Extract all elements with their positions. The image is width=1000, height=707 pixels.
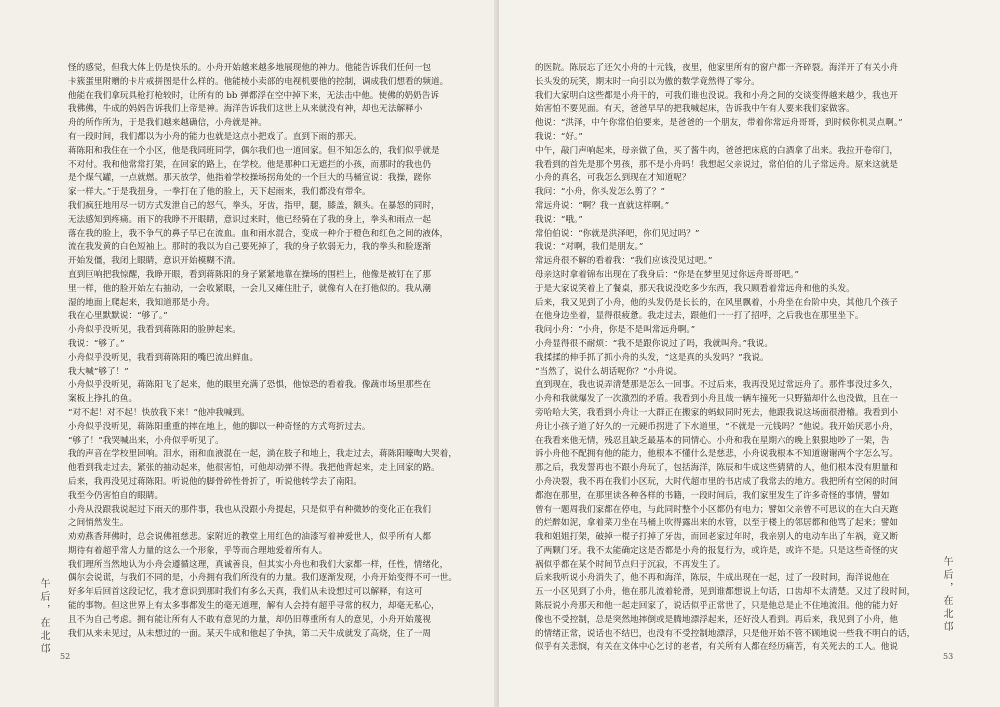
right-running-title: 午后，在北邙 <box>941 556 952 634</box>
text-line: 有一段时间，我们都以为小舟的能力也就是这点小把戏了。直到下雨的那天。 <box>68 131 362 142</box>
text-line: 小舟似乎没听见，蒋陈阳重重的摔在地上，他的脚以一种奇怪的方式弯折过去。 <box>68 421 371 432</box>
text-line: 怪的感觉，但我大体上仍是快乐的。小舟开始越来越多地展现他的神力。他能告诉我们任何一包 <box>68 63 432 73</box>
text-line: 我们大家明白这些都是小舟干的，可我们谁也没说。我和小舟之间的交谈变得越来越少，我也开 <box>535 90 899 101</box>
text-line: 我说：“哦。” <box>535 214 583 225</box>
text-line: 我问小舟：“小舟，你是不是叫常远舟啊。” <box>535 325 696 336</box>
left-page <box>0 0 497 707</box>
text-line: 后来我听说小舟消失了，他不再和海洋，陈辰，牛成出现在一起，过了一段时间，海洋说他在 <box>535 573 890 584</box>
text-line: 是个煤气罐，一点就燃。那天放学，他指着学校操场拐角处的一个巨大的马桶宣说：我操，蹉你 <box>68 173 432 184</box>
text-line: 常远舟说：“啊？我一直就这样啊。” <box>535 200 670 211</box>
text-line: 劝劝燕香拜佛时，总会说佛祖慈悲。家附近的教堂上用红色的油漆写着神爱世人，似乎所有人都 <box>68 532 432 543</box>
text-line: 小舟似乎没听见，我看到蒋陈阳的嘴巴流出鲜血。 <box>68 352 259 363</box>
text-line: 我至今仍害怕自的眼睛。 <box>68 490 164 501</box>
text-line: 我们理所当然地认为小舟会遵循这理，真诚善良，但其实小舟也和我们大家都一样，任性，情绪化， <box>68 559 449 570</box>
text-line: 那之后，我发誓再也不跟小舟玩了，包括海洋，陈辰和牛成这些猜猜的人，他们根本没有胆量和 <box>535 463 899 474</box>
text-line: 我说：“好。” <box>535 131 583 142</box>
text-line: 像也不受控制，总是突然地摔倒或是腾地漂浮起来，还好没人看到。再后来，我见到了小舟，他 <box>535 614 899 625</box>
text-line: 之间悄然发生。 <box>68 518 129 529</box>
text-line: 陈辰说小舟那天和他一起走回家了，说话似乎正常世了，只是他总是止不住地流泪。他的能力好 <box>535 601 899 612</box>
text-line: 都泡在那里，在那里读各种各样的书籍，一段时间后，我们家里发生了许多奇怪的事情，譬如 <box>535 490 890 501</box>
text-line: 小舟和我就爆发了一次激烈的矛盾。我看到小舟且哉一辆车撞死一只野猫却什么也没做，且在一 <box>535 394 899 405</box>
text-line: 案板上挣扎的鱼。 <box>68 394 138 405</box>
text-line: 里一样，他的脸开始左右抽动，一会收紧眼，一会儿又瘫住肚子，就像有人在打他似的。我从潮 <box>68 283 432 294</box>
text-line: 了两颗门牙。我不太能确定这是否都是小舟的报复行为，或许是，或许不是。只是这些奇怪的灾 <box>535 545 899 556</box>
text-line: 我在心里默默说：“够了。” <box>68 311 168 322</box>
right-page-body <box>535 62 933 655</box>
text-line: 五一小区见到了小舟，他在那儿流着轮滑，见到谁都想说上句话，口齿却不太清楚。又过了段时间， <box>535 587 916 598</box>
text-line: 湿的地面上爬起来，我知道那是小舟。 <box>68 297 215 308</box>
text-line: 直到现在，我也说弄清楚那是怎么一回事。不过后来，我再没见过常远舟了。那件事没过多久， <box>535 380 899 391</box>
text-line: 能的事物。但这世界上有太多事都发生的毫无道理，解有人会持有超乎寻常的权力，却毫无私心， <box>68 601 440 612</box>
text-line: 我的声音在学校里回响。泪水，雨和血液混在一起，淌在肢子和地上，我走过去，蒋陈阳嚎啕大哭着， <box>68 449 457 460</box>
text-line: 我说：“对啊，我们是朋友。” <box>535 242 644 253</box>
text-line: 的情绪正常，说话也不结巴，也没有不受控制地漂浮，只是他开始不管不顾地说一些我不明白的话， <box>535 628 916 639</box>
text-line: 于是大家说笑着上了餐桌，那天我说没吃多少东西，我只顾看着常远舟和他的头发。 <box>535 283 855 294</box>
text-line: 舟的所作所为，于是我们越来越确信，小舟就是神。 <box>68 118 267 129</box>
text-line: 中午，敲门声响起来，母亲做了鱼，买了酱牛肉，爸爸把床底的白酒拿了出来。我拉开卷帘门， <box>535 145 899 156</box>
text-line: 好多年后回首这段记忆，我才意识到那时我们有多么天真，我们从未设想过可以解释，有这可 <box>68 587 423 598</box>
text-line: 我说：“够了。” <box>68 338 125 349</box>
text-line: 偶尔会说谎，与我们不同的是，小舟拥有我们所没有的力量。我们逐渐发现，小舟开始变得不可一世。 <box>68 573 457 584</box>
text-line: 常远舟很不解的看着我：“我们应该没见过吧。” <box>535 256 713 267</box>
text-line: 期待有着超乎常人力量的这么一个形象，乎等而合理地爱着所有人。 <box>68 545 328 556</box>
text-line: 的烂醉如泥，拿着菜刀坐在马桶上吹得露出来的水管，以至于楼上的邻居都和他骂了起来；譬如 <box>535 518 899 529</box>
text-line: 且不为自己考虑。拥有能让所有人不敢有意见的力量，却仍旧尊重所有人的意见，小舟开始蔑视 <box>68 614 432 625</box>
text-line: 小舟显得很不耐烦：“我不是跟你说过了吗，我就叫舟。”我说。 <box>535 338 773 349</box>
text-line: “够了！”我哭喊出来，小舟似乎听见了。 <box>68 435 224 446</box>
text-line: 母亲这时拿着锦布出现在了我身后：“你是在梦里见过你远舟哥哥吧。” <box>535 269 799 280</box>
text-line: 流在我发黄的白色短袖上。那时的我以为自己要死掉了，我的身子软弱无力，我的拳头和脸逐渐 <box>68 242 432 253</box>
right-page-number: 53 <box>943 652 954 661</box>
text-line: 他说：“洪泽，中午你常伯伯要来，是爸爸的一个朋友，带着你常远舟哥哥，到时候你机灵点啊。” <box>535 118 903 129</box>
left-page-number: 52 <box>60 652 71 661</box>
text-line: 曾有一题周我们家都在停电，与此同时整个小区都仍有电力；譬如父亲曾不可思议的在大白天跑 <box>535 504 899 515</box>
text-line: 不对付。我和他常常打架，在回家的路上，在学校。他是那种口无遮拦的小孩，而那时的我也仍 <box>68 159 432 170</box>
text-line: 舟让小孩子道了好久的一元硬币拐进了下水道里，“不就是一元钱吗？”他说。我开始厌恶小舟， <box>535 421 899 432</box>
text-line: 小舟似乎没听见，我看到蒋陈阳的脸肿起来。 <box>68 325 241 336</box>
text-line: 后来，我再没见过蒋陈阳。听说他的脚骨碎性骨折了，听说他转学去了南阳。 <box>68 476 362 487</box>
text-line: 小舟从没跟我说起过下雨天的那件事，我也从没跟小舟提起，只是似乎有种微妙的变化正在我们 <box>68 504 432 515</box>
text-line: 家一样大。”于是我扭身，一拳打在了他的脸上，天下起雨来，我们都没有带伞。 <box>68 187 371 198</box>
text-line: 我大喊“够了！” <box>68 366 129 377</box>
text-line: 我们从来未见过，从未想过的一面。某天牛成和他起了争执，第二天牛成就发了高烧，住了一周 <box>68 628 432 639</box>
text-line: 开始发僵，我闭上眼睛，意识开始模糊不清。 <box>68 256 241 267</box>
text-line: 在我看来他无情，残忍且缺乏最基本的同情心。小舟和我在星期六的晚上狠狠地吵了一架，告 <box>535 435 890 446</box>
text-line: 他看到我走过去，紧张的抽动起来，他很害怕，可他却动弹不得。我把他背起来，走上回家的路。 <box>68 463 440 474</box>
text-line: 的医院。陈辰忘了还欠小舟的十元钱，夜里，他家里所有的窗户都一齐碎裂。海洋开了有关小舟 <box>535 63 899 73</box>
text-line: 长头发的玩笑，期末时一向引以为傲的数学竟然得了零分。 <box>535 76 760 87</box>
text-line: 我佛佛，牛成的妈妈告诉我们上帝是神。海洋告诉我们这世上从来就没有神，却也无法解释小 <box>68 104 423 115</box>
text-line: 后来，我又见到了小舟，他的头发仍是长长的，在风里飘着，小舟坐在台阶中央，其他几个孩子 <box>535 297 899 308</box>
text-line: 祸似乎都在某个时间节点归于沉寂，不再发生了。 <box>535 559 726 570</box>
text-line: 诉小舟他不配拥有他的能力，他根本不懂什么是慈悲，小舟说我根本不知道谢谢两个字怎么写。 <box>535 449 899 460</box>
text-line: 常伯伯说：“你就是洪泽吧，你们见过吗？” <box>535 228 700 239</box>
text-line: 小舟决裂，我不再在我们小区玩，大时代超市里的书店成了我常去的地方。我把所有空闲的时间 <box>535 476 899 487</box>
text-line: 落在我的脸上，我不争气的鼻子早已在流血。血和雨水混合，变成一种介于橙色和红色之间的液体， <box>68 228 449 239</box>
text-line: “当然了，说什么胡话呢你？”小舟说。 <box>535 366 683 377</box>
text-line: 我揉揉的伸手抓了抓小舟的头发，“这是真的头发吗？”我说。 <box>535 352 769 363</box>
text-line: 我看到的首先是那个男孩，那不是小舟吗！我想起父亲说过，常伯伯的儿子常远舟。原来这就是 <box>535 159 899 170</box>
text-line: 小舟似乎没听见，蒋陈阳飞了起来，他的眼里充满了恐惧，他惊恐的看着我。像蔬市场里那些在 <box>68 380 432 391</box>
text-line: 似乎有关悲悯，有关在文体中心乞讨的老者，有关所有人都在经历痛苦，有关死去的工人。他说 <box>535 642 899 653</box>
text-line: 小舟的真名，可我怎么到现在才知道呢？ <box>535 173 691 184</box>
text-line: 旁哈哈大笑，我看到小舟让一大群正在搬家的蚂蚁同时死去，他跟我说这场面很滑稽。我看到小 <box>535 407 899 418</box>
text-line: 我们疯狂地用尽一切方式发泄自己的怒气，拳头，牙齿，指甲，腿，膝盖，额头。在暴怒的同时， <box>68 200 440 211</box>
text-line: 他能在我们拿玩具枪打枪较时，让所有的 bb 弹都浮在空中掉下来，无法击中他。使佛的奶奶告诉 <box>68 90 440 101</box>
left-page-body <box>68 62 462 641</box>
text-line: 直到巨响把我惊醒，我睁开眼，看到蒋陈阳的身子紧紧地靠在操场的围栏上，他像是被钉在了那 <box>68 269 432 280</box>
text-line: 在他身边坐着，显得很疲惫。我走过去，跟他们一一打了招呼，之后我也在那里坐下。 <box>535 311 864 322</box>
left-running-title: 午后，在北邙 <box>38 578 49 656</box>
text-line: “对不起！对不起！快放我下来！”他冲我喊到。 <box>68 407 250 418</box>
right-page <box>499 0 1000 707</box>
text-line: 我问：“小舟，你头发怎么剪了？” <box>535 187 665 198</box>
text-line: 蒋陈阳和我住在一个小区，他是我同班同学，偶尔我们也一道回家。但不知怎么的，我们似乎就是 <box>68 145 440 156</box>
text-line: 始害怕不要见面。有天，爸爸早早的把我喊起床，告诉我中午有人要来我们家做客。 <box>535 104 855 115</box>
text-line: 卡簇蛋里附赠的卡片戒拼图是什么样的。他能棱小卖部的电视机要他的控制，调成我们想看的频道。 <box>68 76 449 87</box>
text-line: 我和姐姐打架，破掉一棍子打掉了牙齿，而回老家过年时，我亲别人的电动车出了车祸，竟又断 <box>535 532 899 543</box>
text-line: 无法感知到疼痛。雨下的我睁不开眼睛，意识过来时，他已经骑在了我的身上，拳头和雨点一起 <box>68 214 432 225</box>
